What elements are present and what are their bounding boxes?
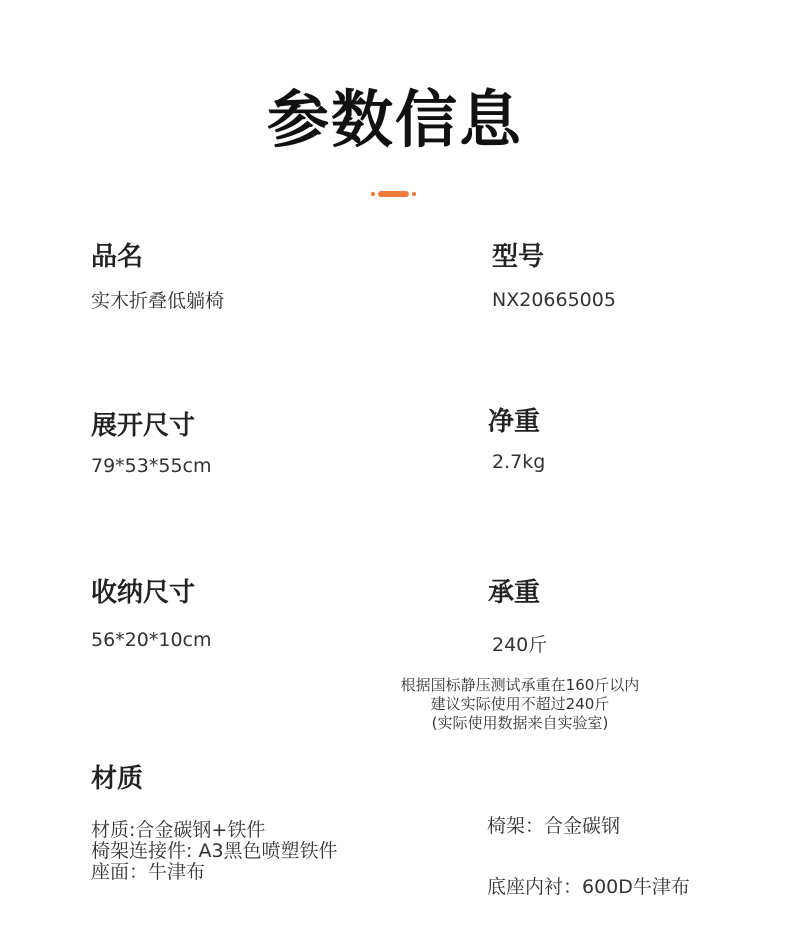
material-line: 椅架连接件: A3黑色喷塑铁件	[91, 840, 338, 862]
load-note-line: 根据国标静压测试承重在160斤以内	[400, 676, 640, 694]
load-note	[340, 676, 700, 733]
net-weight-value: 2.7kg	[492, 451, 546, 473]
load-label: 承重	[488, 578, 541, 608]
load-note-line: 建议实际使用不超过240斤	[430, 695, 610, 713]
load-value: 240斤	[492, 634, 548, 656]
frame-material: 椅架：合金碳钢	[487, 815, 621, 837]
material-label: 材质	[91, 764, 144, 794]
model-label: 型号	[492, 242, 545, 272]
model-value: NX20665005	[492, 289, 616, 311]
net-weight-label: 净重	[488, 407, 541, 437]
product-name-label: 品名	[91, 242, 144, 272]
load-note-line: (实际使用数据来自实验室)	[431, 714, 609, 732]
material-line: 材质:合金碳钢+铁件	[91, 819, 266, 841]
material-details	[91, 820, 338, 883]
material-line: 座面：牛津布	[91, 861, 206, 883]
divider-dot-left	[371, 192, 375, 196]
divider-dot-right	[412, 192, 416, 196]
page-title: 参数信息	[266, 83, 523, 156]
folded-size-label: 收纳尺寸	[91, 578, 196, 608]
lining-material: 底座内衬：600D牛津布	[487, 876, 690, 898]
unfolded-size-value: 79*53*55cm	[91, 455, 212, 477]
title-divider	[371, 191, 417, 197]
folded-size-value: 56*20*10cm	[91, 629, 212, 651]
unfolded-size-label: 展开尺寸	[91, 411, 196, 441]
divider-bar	[378, 191, 409, 197]
product-name-value: 实木折叠低躺椅	[91, 290, 225, 312]
